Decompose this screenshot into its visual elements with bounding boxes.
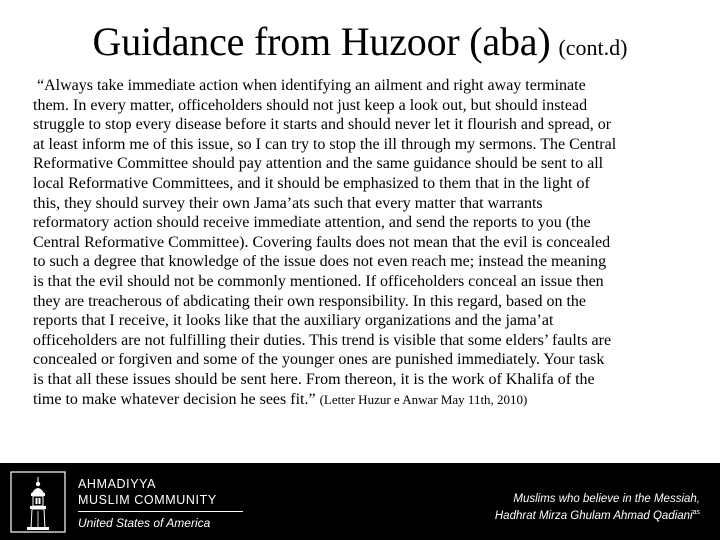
quote-line-end: time to make whatever decision he sees fit.” xyxy=(33,390,316,408)
quote-line: this, they should survey their own Jama’ats such that every matter that warrants xyxy=(33,194,543,212)
title-text: Guidance from Huzoor (aba) xyxy=(92,19,551,64)
quote-line: Central Reformative Committee). Covering faults does not mean that the evil is concealed xyxy=(33,233,611,251)
tagline-line2 xyxy=(495,509,700,522)
quote-body xyxy=(33,76,693,409)
title-suffix: (cont.d) xyxy=(558,35,628,60)
minaret-icon xyxy=(10,471,66,533)
quote-line: them. In every matter, officeholders should not just keep a look out, but should instead xyxy=(33,96,588,114)
tagline-honorific: as xyxy=(692,509,700,516)
citation: (Letter Huzur e Anwar May 11th, 2010) xyxy=(319,391,528,407)
quote-line: Reformative Committee should pay attention and the same guidance should be sent to all xyxy=(33,155,604,173)
org-location: United States of America xyxy=(78,516,211,530)
quote-line: local Reformative Committees, and it should be emphasized to them that in the light of xyxy=(33,174,590,192)
tagline-line1: Muslims who believe in the Messiah, xyxy=(513,493,700,505)
org-name-line2: MUSLIM COMMUNITY xyxy=(78,493,217,507)
tagline-name: Hadhrat Mirza Ghulam Ahmad Qadiani xyxy=(494,509,693,522)
slide-title xyxy=(0,18,720,65)
footer-banner xyxy=(0,463,720,540)
org-divider xyxy=(78,511,243,512)
quote-line: is that all these issues should be sent here. From thereon, it is the work of Khalifa of the xyxy=(33,370,595,388)
quote-line: reformatory action should receive immediate attention, and send the reports to you (the xyxy=(33,214,591,232)
org-name-line1: AHMADIYYA xyxy=(78,477,157,491)
quote-line: reports that I receive, it looks like that the auxiliary organizations and the jama’at xyxy=(33,312,554,330)
quote-line: concealed or forgiven and some of the younger ones are punished immediately. Your task xyxy=(33,351,605,369)
quote-line: they are treacherous of abdicating their own responsibility. In this regard, based on the xyxy=(33,292,587,310)
quote-line: is that the evil should not be commonly mentioned. If officeholders conceal an issue then xyxy=(33,272,604,290)
quote-line: struggle to stop every disease before it starts and should never let it flourish and spread, or xyxy=(33,116,612,134)
quote-line: officeholders are not fulfilling their duties. This trend is visible that some elders’ faults are xyxy=(33,331,612,349)
quote-line-last xyxy=(33,390,693,410)
quote-line: to such a degree that knowledge of the issue does not even reach me; instead the meaning xyxy=(33,253,607,271)
quote-line: at least inform me of this issue, so I can try to stop the ill through my sermons. The Central xyxy=(33,135,617,153)
quote-line: “Always take immediate action when identifying an ailment and right away terminate xyxy=(37,77,586,94)
